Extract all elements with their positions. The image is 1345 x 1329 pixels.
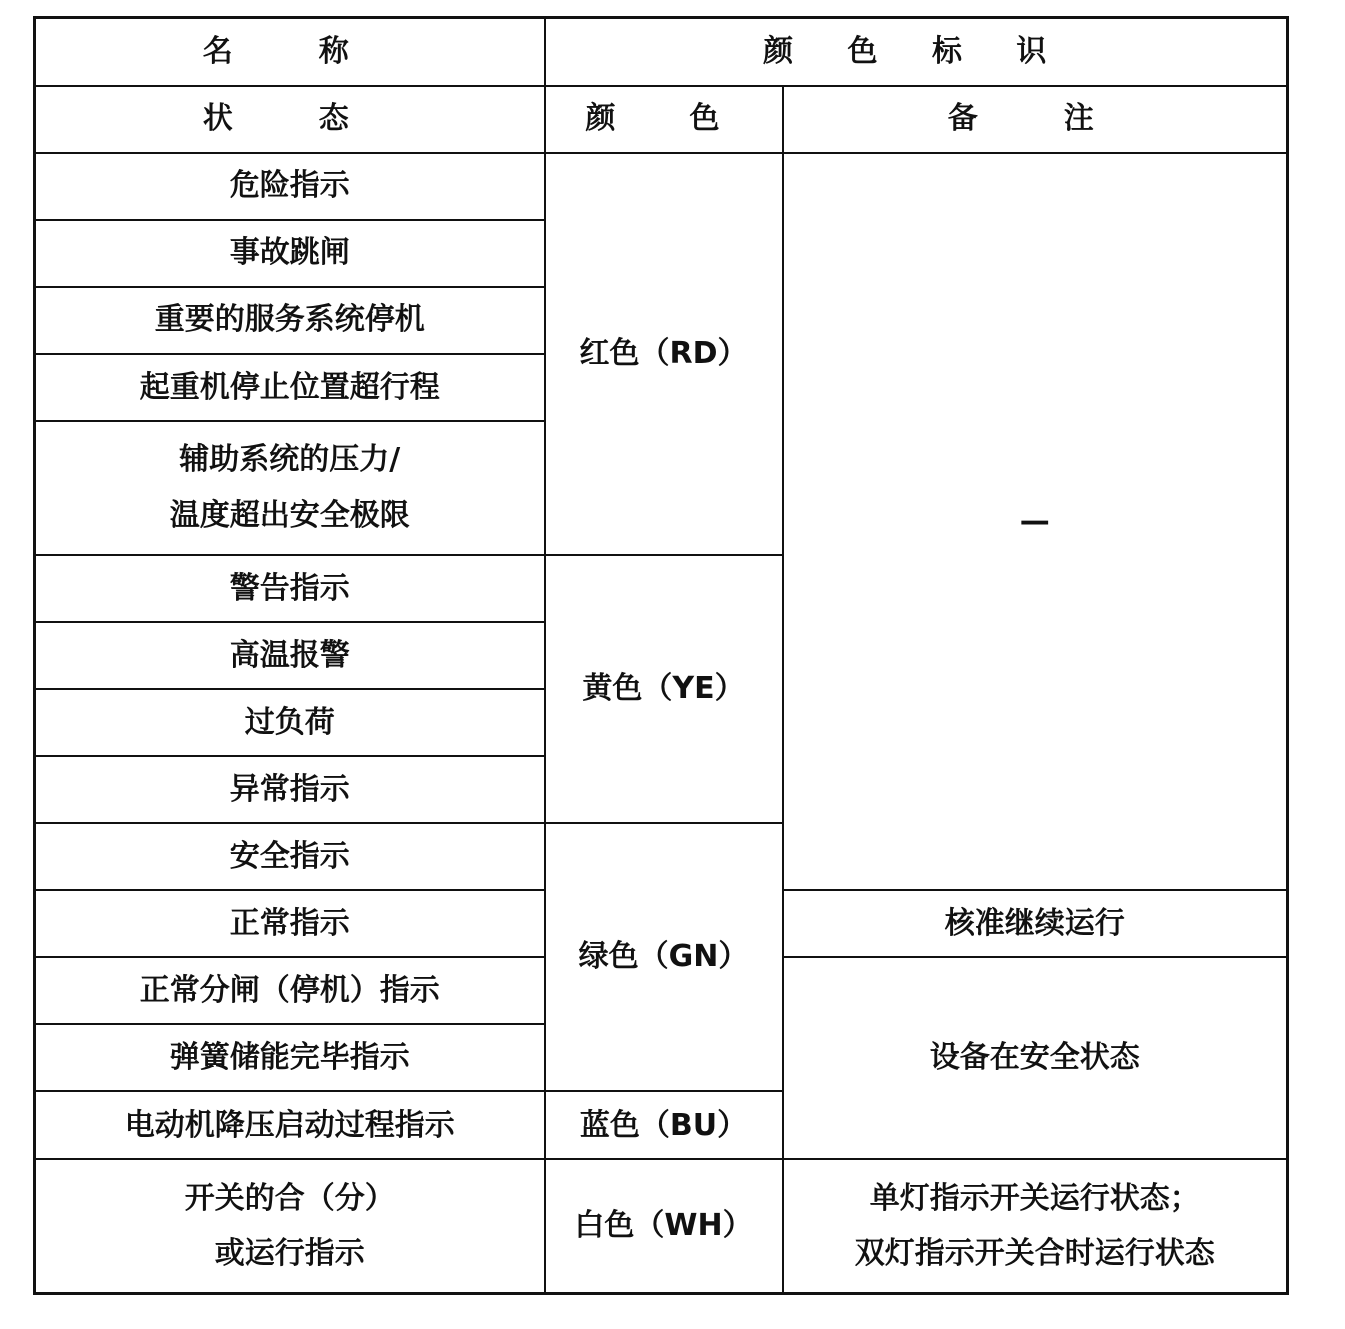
status-line: 辅助系统的压力/: [179, 442, 401, 478]
status-cell: 正常指示: [35, 890, 545, 957]
table-subheader-row: [35, 86, 1288, 153]
header-color: 颜 色: [545, 86, 783, 153]
table-header-row: [35, 18, 1288, 86]
status-cell: 弹簧储能完毕指示: [35, 1024, 545, 1091]
header-status: 状 态: [35, 86, 545, 153]
status-cell: 电动机降压启动过程指示: [35, 1091, 545, 1159]
table-row: [35, 153, 1288, 220]
status-cell: 高温报警: [35, 622, 545, 689]
status-cell: 异常指示: [35, 756, 545, 823]
color-cell-green: 绿色（GN）: [545, 823, 783, 1091]
status-cell: 危险指示: [35, 153, 545, 220]
remark-line: 单灯指示开关运行状态；: [869, 1180, 1200, 1216]
status-line: 或运行指示: [214, 1236, 365, 1272]
table-row: [35, 1159, 1288, 1293]
status-line: 开关的合（分）: [184, 1180, 395, 1216]
remark-cell-safe: 设备在安全状态: [783, 957, 1288, 1159]
status-cell: 警告指示: [35, 555, 545, 622]
status-cell: [35, 1159, 545, 1293]
color-cell-white: 白色（WH）: [545, 1159, 783, 1293]
color-cell-blue: 蓝色（BU）: [545, 1091, 783, 1159]
remark-cell-white: [783, 1159, 1288, 1293]
color-cell-yellow: 黄色（YE）: [545, 555, 783, 823]
status-cell: [35, 421, 545, 555]
status-line: 温度超出安全极限: [169, 497, 410, 533]
remark-cell-dash: —: [783, 153, 1288, 891]
status-cell: 重要的服务系统停机: [35, 287, 545, 354]
color-indication-table: [33, 16, 1289, 1295]
remark-cell-approve: 核准继续运行: [783, 890, 1288, 957]
remark-line: 双灯指示开关合时运行状态: [854, 1236, 1215, 1272]
status-cell: 过负荷: [35, 689, 545, 756]
header-name: 名 称: [35, 18, 545, 86]
header-remark: 备 注: [783, 86, 1288, 153]
status-cell: 起重机停止位置超行程: [35, 354, 545, 421]
status-cell: 事故跳闸: [35, 220, 545, 287]
header-color-id: 颜 色 标 识: [545, 18, 1288, 86]
status-cell: 安全指示: [35, 823, 545, 890]
status-cell: 正常分闸（停机）指示: [35, 957, 545, 1024]
color-cell-red: 红色（RD）: [545, 153, 783, 555]
